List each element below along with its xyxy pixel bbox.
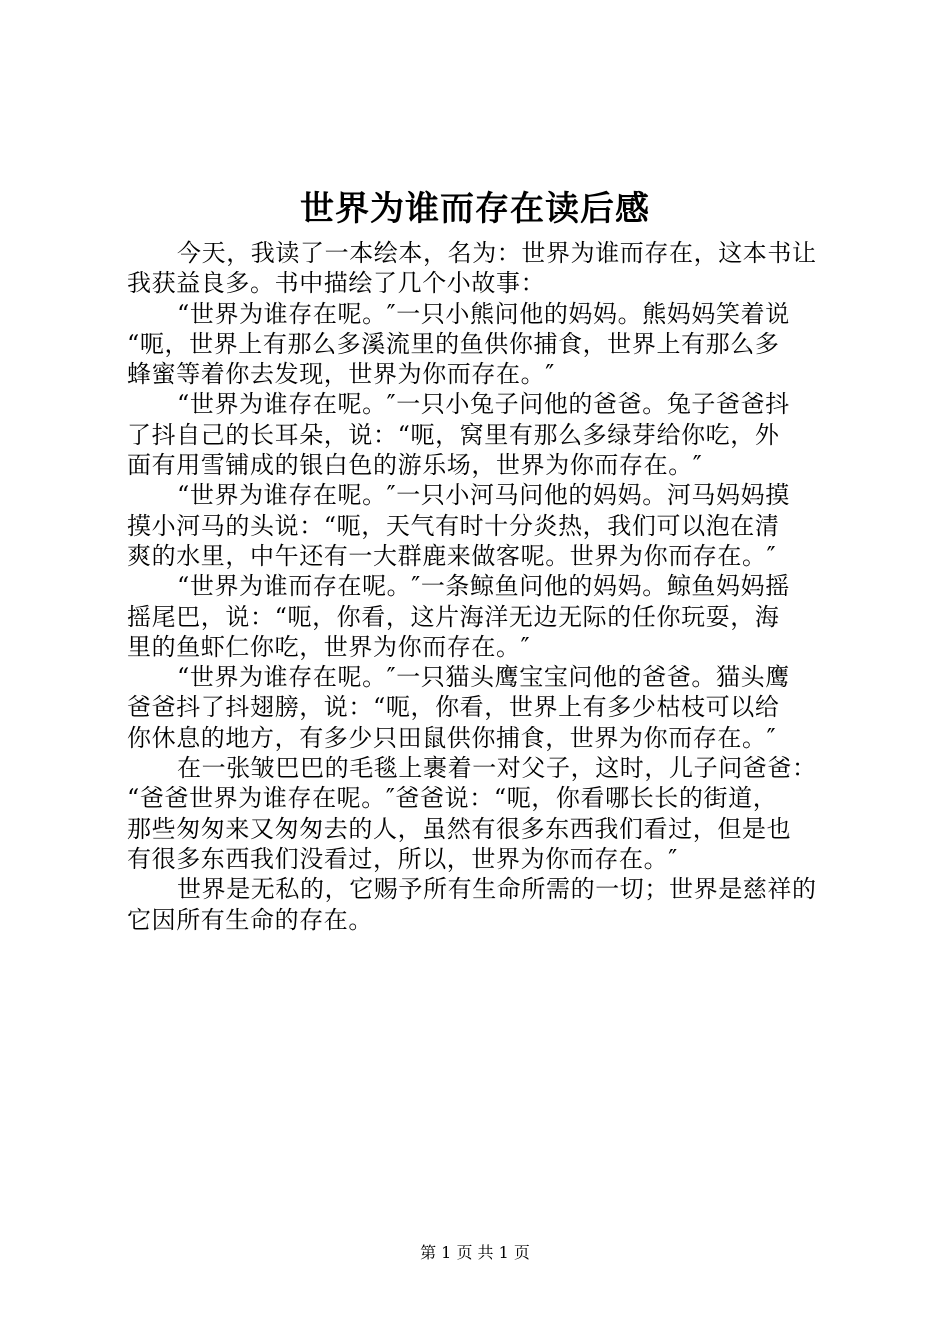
text-line: 今天，我读了一本绘本，名为：世界为谁而存在，这本书让 [177,239,817,267]
text-line: 我获益良多。书中描绘了几个小故事： [127,269,546,298]
text-line: 蜂蜜等着你去发现，世界为你而存在。″ [127,360,555,389]
text-line: “世界为谁存在呢。″一只猫头鹰宝宝问他的爸爸。猫头鹰 [177,663,790,692]
text-line: 那些匆匆来又匆匆去的人，虽然有很多东西我们看过，但是也 [127,814,792,843]
text-line: “世界为谁存在呢。″一只小河马问他的妈妈。河马妈妈摸 [177,481,790,510]
text-line: “爸爸世界为谁存在呢。″爸爸说：“呃，你看哪长长的街道， [127,784,778,813]
page-footer: 第 1 页 共 1 页 [420,1243,530,1262]
text-line: 你休息的地方，有多少只田鼠供你捕食，世界为你而存在。″ [127,723,777,752]
text-line: “世界为谁而存在呢。″一条鲸鱼问他的妈妈。鲸鱼妈妈摇 [177,572,790,601]
document-body [127,238,839,935]
text-line: 爸爸抖了抖翅膀，说：“呃，你看，世界上有多少枯枝可以给 [127,693,780,722]
text-line: 在一张皱巴巴的毛毯上裹着一对父子，这时，儿子问爸爸： [177,754,817,783]
text-line: 有很多东西我们没看过，所以，世界为你而存在。″ [127,844,678,873]
text-line: “世界为谁存在呢。″一只小熊问他的妈妈。熊妈妈笑着说 [177,299,790,328]
text-line: 摸小河马的头说：“呃，天气有时十分炎热，我们可以泡在清 [127,511,780,540]
text-line: 摇尾巴，说：“呃，你看，这片海洋无边无际的任你玩耍，海 [127,602,780,631]
text-line: 了抖自己的长耳朵，说：“呃，窝里有那么多绿芽给你吃，外 [127,420,780,449]
text-line: 里的鱼虾仁你吃，世界为你而存在。″ [127,632,531,661]
text-line: 世界是无私的，它赐予所有生命所需的一切；世界是慈祥的 [177,875,817,904]
text-line: “呃，世界上有那么多溪流里的鱼供你捕食，世界上有那么多 [127,329,780,358]
text-line: 面有用雪铺成的银白色的游乐场，世界为你而存在。″ [127,451,703,480]
text-line: 它因所有生命的存在。 [127,905,373,934]
text-line: 爽的水里，中午还有一大群鹿来做客呢。世界为你而存在。″ [127,541,777,570]
text-line: “世界为谁存在呢。″一只小兔子问他的爸爸。兔子爸爸抖 [177,390,790,419]
document-title: 世界为谁而存在读后感 [300,189,650,229]
